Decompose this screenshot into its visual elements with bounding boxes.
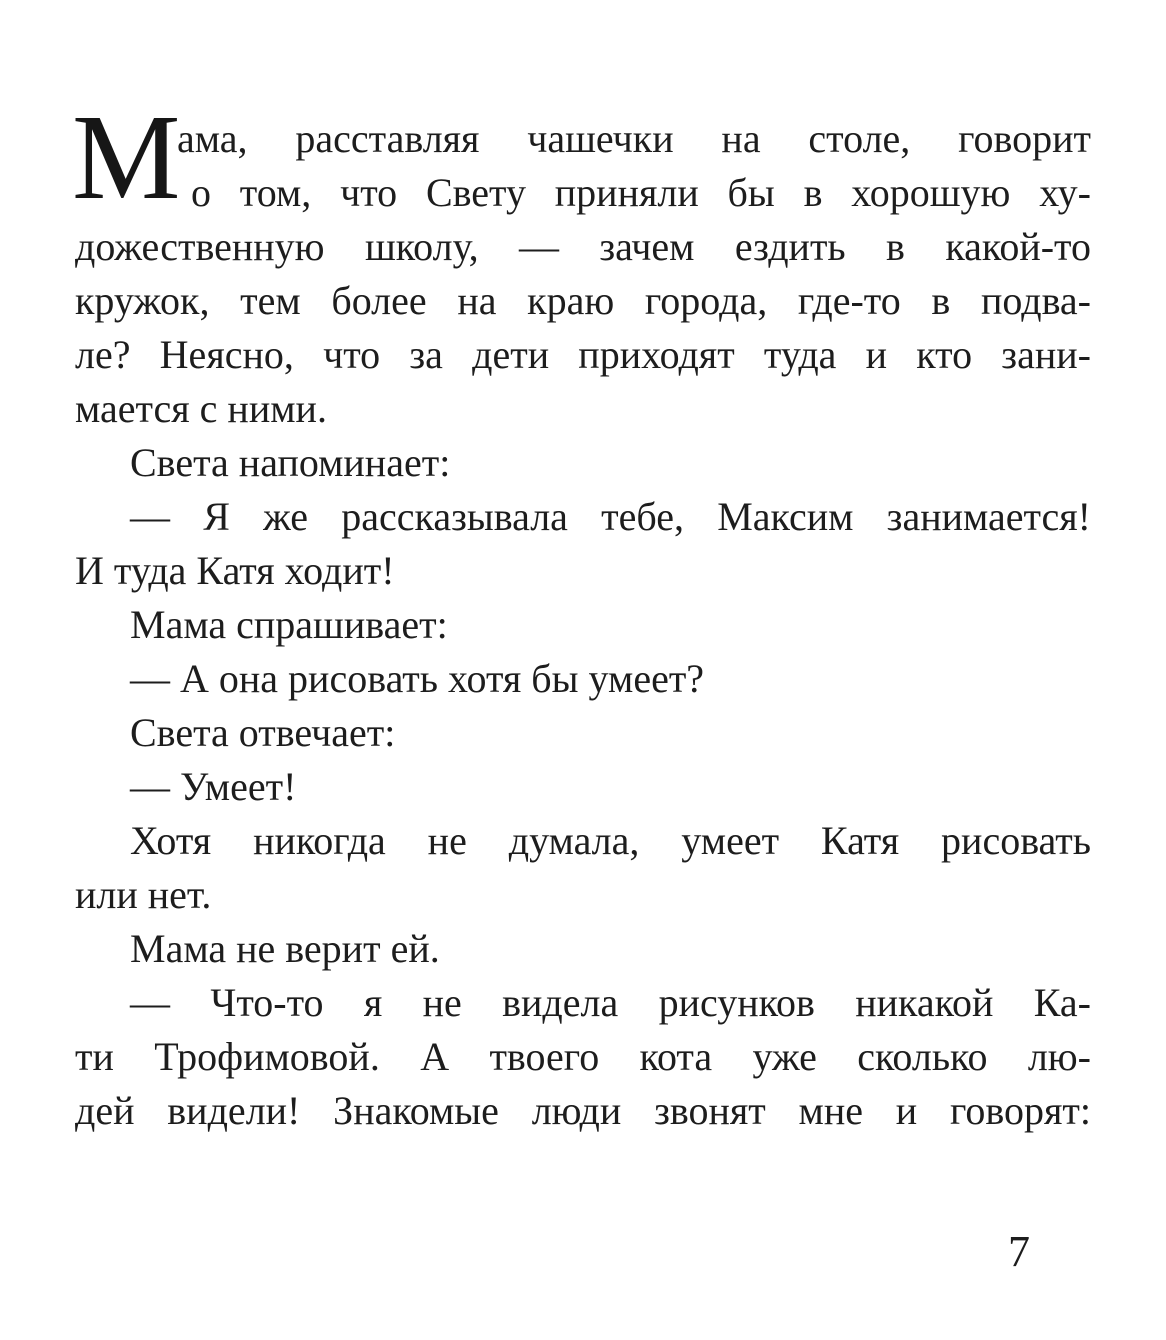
text-line-17: — Что-то я не видела рисунков никакой Ка-	[130, 980, 1091, 1025]
text-line-12: Света отвечает:	[130, 710, 396, 755]
text-line-1: ама, расставляя чашечки на столе, говорит	[177, 116, 1091, 161]
text-line-9: И туда Катя ходит!	[75, 548, 395, 593]
text-line-3: дожественную школу, — зачем ездить в какой-то	[75, 224, 1091, 269]
text-line-18: ти Трофимовой. А твоего кота уже сколько лю-	[75, 1034, 1091, 1079]
text-line-15: или нет.	[75, 872, 212, 917]
text-line-14: Хотя никогда не думала, умеет Катя рисовать	[130, 818, 1091, 863]
drop-cap-letter: М	[72, 90, 181, 225]
text-line-13: — Умеет!	[130, 764, 297, 809]
text-line-7: Света напоминает:	[130, 440, 451, 485]
text-block	[75, 112, 1091, 1138]
text-line-4: кружок, тем более на краю города, где-то в подва-	[75, 278, 1091, 323]
text-line-19: дей видели! Знакомые люди звонят мне и говорят:	[75, 1088, 1091, 1133]
text-line-8: — Я же рассказывала тебе, Максим занимается!	[130, 494, 1091, 539]
text-line-6: мается с ними.	[75, 386, 327, 431]
text-line-5: ле? Неясно, что за дети приходят туда и кто зани-	[75, 332, 1091, 377]
page-number: 7	[1008, 1227, 1030, 1276]
text-line-11: — А она рисовать хотя бы умеет?	[130, 656, 705, 701]
text-line-16: Мама не верит ей.	[130, 926, 440, 971]
text-line-2: о том, что Свету приняли бы в хорошую ху-	[191, 170, 1091, 215]
text-line-10: Мама спрашивает:	[130, 602, 448, 647]
